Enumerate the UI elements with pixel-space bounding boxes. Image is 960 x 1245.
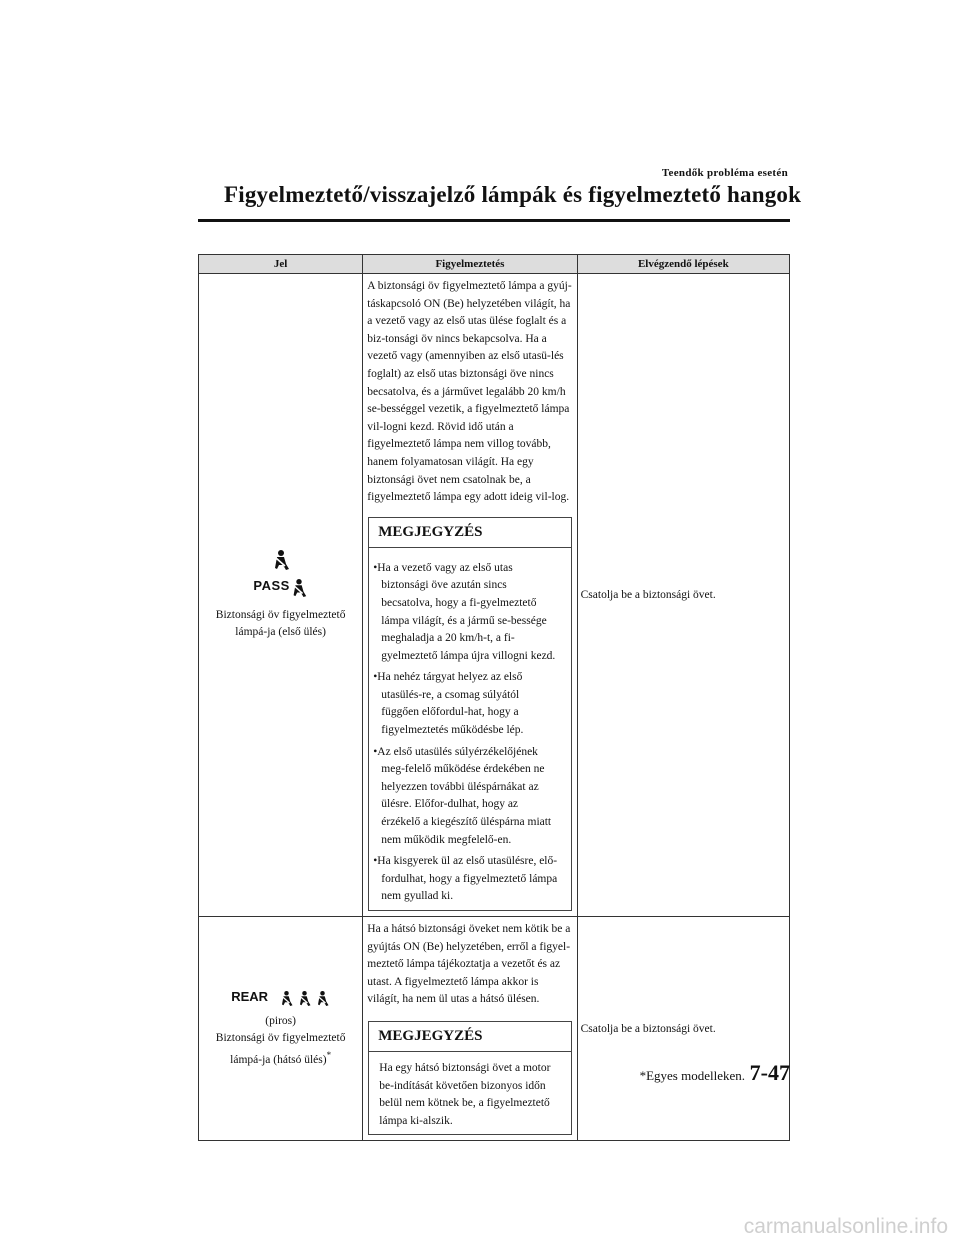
note-body: Ha egy hátsó biztonsági övet a motor be-indítását követően bizonyos időn belül nem kötnek be, a figyelmeztető lámpa ki-alszik.: [379, 1061, 551, 1127]
title-rule: [198, 219, 790, 222]
pass-label: PASS: [253, 578, 290, 593]
list-item: •Az első utasülés súlyérzékelőjének meg-felelő működése érdekében ne helyezzen további üléspárnákat az ülésre. Előfor-dulhat, hogy az érzékelő a kiegészítő üléspárna miatt nem működik megfelelő-en.: [373, 745, 552, 846]
note-box: [368, 1021, 571, 1135]
symbol-label: Biztonsági öv figyelmeztető lámpá-ja (hátsó ülés)*: [215, 1031, 346, 1066]
warning-lights-table: [198, 254, 790, 1141]
list-item: •Ha nehéz tárgyat helyez az első utasülés-re, a csomag súlyától függően előfordul-hat, hogy a figyelmeztetés működésbe lép.: [373, 671, 524, 737]
column-header-warning: Figyelmeztetés: [363, 255, 577, 274]
symbol-color-label: (piros): [265, 1014, 296, 1027]
seatbelt-warning-icon: [199, 549, 362, 571]
table-header-row: [199, 255, 790, 274]
footnote-mark: *: [326, 1049, 332, 1060]
pass-seatbelt-warning-icon: [199, 577, 362, 599]
page-title: Figyelmeztető/visszajelző lámpák és figyelmeztető hangok: [224, 182, 802, 207]
rear-label: REAR: [231, 988, 269, 1004]
table-row: [199, 917, 790, 1141]
column-header-symbol: Jel: [199, 255, 363, 274]
symbol-cell: [199, 917, 363, 1141]
rear-seatbelt-warning-icon: [199, 989, 362, 1007]
footnote: *Egyes modelleken.: [639, 1068, 745, 1083]
warning-text: A biztonsági öv figyelmeztető lámpa a gyúj-táskapcsoló ON (Be) helyzetében világít, ha a vezető vagy az első utas ülése foglalt és a biz-tonsági öv nincs bekapcsolva. Ha a vezető vagy (amennyiben az első utasü-lés foglalt) az első utas biztonsági öve nincs becsatolva, és a járművet legalább 20 km/h se-bességgel vezetik, a figyelmeztető lámpa vil-logni kezd. Rövid idő után a figyelmeztető lámpa nem villog tovább, hanem folyamatosan világít. Ha egy biztonsági övet nem csatolnak be, a figyelmeztető lámpa egy adott ideig vil-log.: [367, 280, 572, 504]
note-title: MEGJEGYZÉS: [369, 518, 570, 548]
action-cell: Csatolja be a biztonsági övet.: [577, 274, 789, 917]
action-cell: Csatolja be a biztonsági övet.: [577, 917, 789, 1141]
symbol-cell: [199, 274, 363, 917]
warning-cell: [363, 274, 577, 917]
warning-cell: [363, 917, 577, 1141]
warning-text: Ha a hátsó biztonsági öveket nem kötik be a gyújtás ON (Be) helyzetében, erről a figyel-meztető lámpa tájékoztatja a vezetőt és az utast. A figyelmeztető lámpa akkor is világít, ha nem ül utas a hátsó ülésen.: [367, 923, 571, 1006]
list-item: •Ha kisgyerek ül az első utasülésre, elő-fordulhat, hogy a figyelmeztető lámpa nem gyullad ki.: [373, 855, 558, 903]
column-header-action: Elvégzendő lépések: [577, 255, 789, 274]
page-number: 7-47: [749, 1060, 790, 1085]
note-title: MEGJEGYZÉS: [369, 1022, 570, 1052]
list-item: •Ha a vezető vagy az első utas biztonsági öve azután sincs becsatolva, hogy a fi-gyelmeztető lámpa világít, és a jármű se-bessége meghaladja a 20 km/h-t, a fi-gyelmeztető lámpa újra villogni kezd.: [373, 561, 556, 662]
watermark: carmanualsonline.info: [743, 1215, 948, 1238]
symbol-label: Biztonsági öv figyelmeztető lámpá-ja (első ülés): [215, 609, 346, 638]
note-body: [369, 548, 570, 910]
note-box: [368, 517, 571, 911]
section-header: Teendők probléma esetén: [661, 167, 788, 179]
table-row: [199, 274, 790, 917]
